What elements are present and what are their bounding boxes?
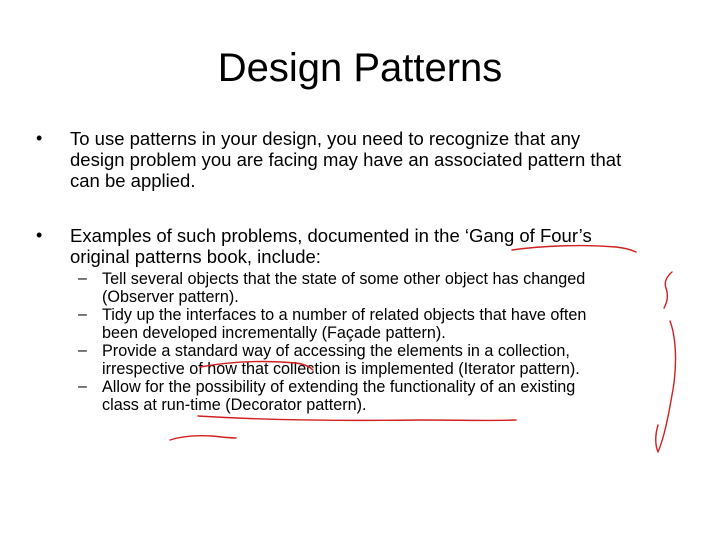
sub-bullet-marker: – (78, 270, 87, 287)
bullet-marker: • (36, 225, 43, 245)
sub-bullet-line: Provide a standard way of accessing the elements in a collection, (102, 342, 570, 360)
sub-bullet-text (102, 270, 692, 306)
sub-bullet-marker: – (78, 342, 87, 359)
sub-bullet-marker: – (78, 306, 87, 323)
bullet-text (70, 225, 675, 267)
sub-bullet-line: irrespective of how that collection is implemented (Iterator pattern). (102, 360, 580, 378)
sub-bullet-line: Allow for the possibility of extending the functionality of an existing (102, 378, 576, 396)
sub-bullet-text (102, 306, 692, 342)
sub-bullet-item (78, 342, 698, 378)
bullet-line: design problem you are facing may have an associated pattern that (70, 149, 622, 170)
sub-bullet-text (102, 342, 692, 378)
bullet-line: can be applied. (70, 170, 196, 191)
sub-bullet-item (78, 306, 698, 342)
sub-bullet-item (78, 378, 698, 414)
sub-bullet-line: class at run-time (Decorator pattern). (102, 396, 367, 414)
bullet-line: Examples of such problems, documented in the ‘Gang of Four’s (70, 225, 592, 246)
sub-bullet-marker: – (78, 378, 87, 395)
bullet-line: To use patterns in your design, you need to recognize that any (70, 128, 581, 149)
ink-underline-extending (198, 416, 516, 420)
ink-underline-run-time (170, 436, 236, 440)
sub-bullet-line: Tidy up the interfaces to a number of related objects that have often (102, 306, 587, 324)
sub-bullet-line: Tell several objects that the state of some other object has changed (102, 270, 586, 288)
sub-bullet-item (78, 270, 698, 306)
bullet-marker: • (36, 128, 43, 148)
slide-title: Design Patterns (217, 46, 503, 90)
bullet-item (36, 128, 686, 191)
bullet-text (70, 128, 675, 191)
sub-bullet-line: been developed incrementally (Façade pattern). (102, 324, 446, 342)
sub-bullet-list (78, 270, 698, 414)
bullet-item (36, 225, 686, 267)
sub-bullet-line: (Observer pattern). (102, 288, 239, 306)
bullet-line: original patterns book, include: (70, 246, 321, 267)
sub-bullet-text (102, 378, 692, 414)
